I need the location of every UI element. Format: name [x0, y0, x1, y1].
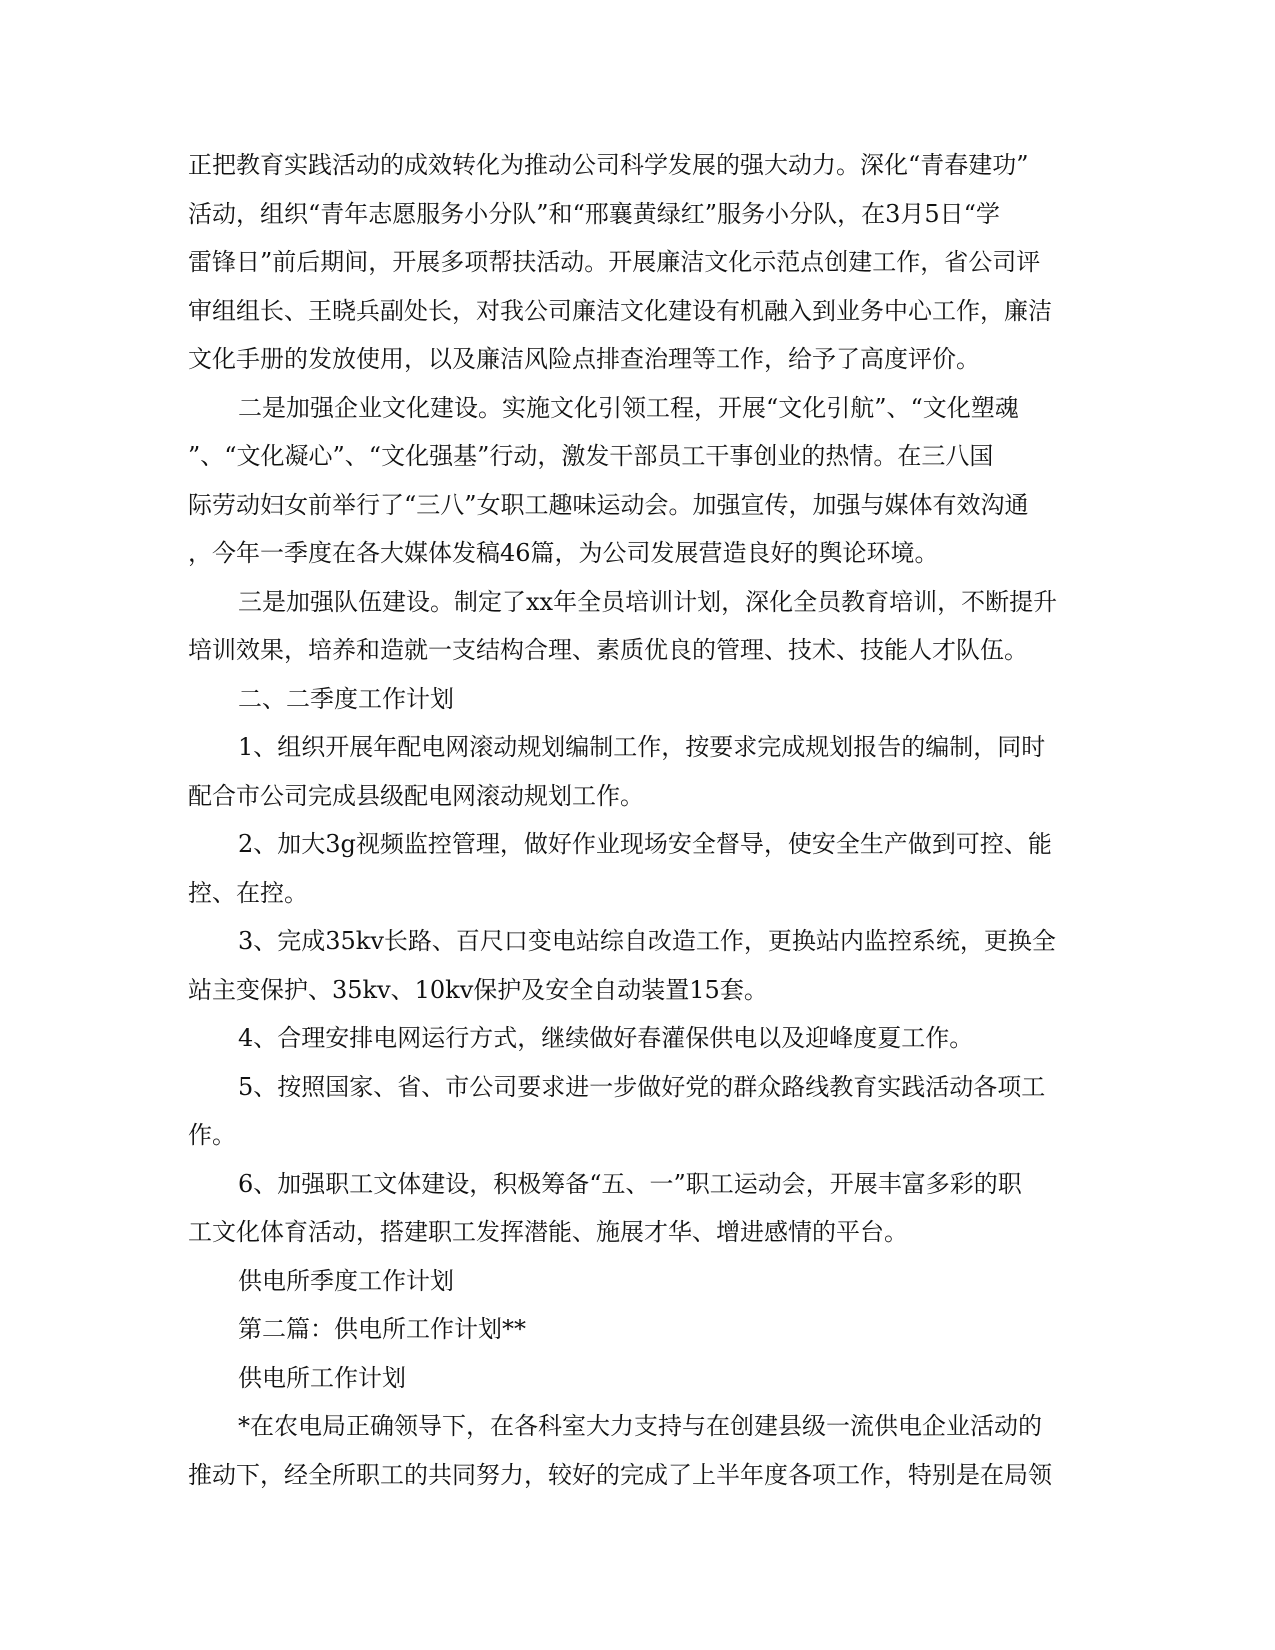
text-line: 活动，组织“青年志愿服务小分队”和“邢襄黄绿红”服务小分队，在3月5日“学 — [188, 199, 1000, 228]
text-line: 4、合理安排电网运行方式，继续做好春灌保供电以及迎峰度夏工作。 — [238, 1024, 974, 1052]
text-line: 3、完成35kv长路、百尺口变电站综自改造工作，更换站内监控系统，更换全 — [238, 927, 1056, 955]
text-line: 际劳动妇女前举行了“三八”女职工趣味运动会。加强宣传，加强与媒体有效沟通 — [188, 490, 1029, 519]
text-line: 6、加强职工文体建设，积极筹备“五、一”职工运动会，开展丰富多彩的职 — [238, 1169, 1022, 1198]
text-line: 工文化体育活动，搭建职工发挥潜能、施展才华、增进感情的平台。 — [188, 1218, 908, 1246]
text-line: 1、组织开展年配电网滚动规划编制工作，按要求完成规划报告的编制，同时 — [238, 733, 1046, 761]
text-line: 第二篇：供电所工作计划** — [238, 1315, 526, 1343]
document-body — [188, 141, 1088, 1499]
text-line: ，今年一季度在各大媒体发稿46篇，为公司发展营造良好的舆论环境。 — [188, 539, 939, 567]
text-line: 供电所工作计划 — [238, 1363, 406, 1392]
text-line: 正把教育实践活动的成效转化为推动公司科学发展的强大动力。深化“青春建功” — [188, 151, 1029, 179]
text-line: 作。 — [188, 1121, 236, 1149]
text-line: 配合市公司完成县级配电网滚动规划工作。 — [188, 781, 644, 810]
text-line: 培训效果，培养和造就一支结构合理、素质优良的管理、技术、技能人才队伍。 — [188, 636, 1028, 664]
text-line: 文化手册的发放使用，以及廉洁风险点排查治理等工作，给予了高度评价。 — [188, 345, 980, 373]
text-line: 控、在控。 — [188, 878, 308, 907]
text-line: 三是加强队伍建设。制定了xx年全员培训计划，深化全员教育培训，不断提升 — [238, 587, 1058, 616]
text-line: ”、“文化凝心”、“文化强基”行动，激发干部员工干事创业的热情。在三八国 — [188, 442, 994, 470]
text-line: 供电所季度工作计划 — [238, 1266, 454, 1295]
text-line: 2、加大3g视频监控管理，做好作业现场安全督导，使安全生产做到可控、能 — [238, 830, 1052, 858]
text-line: 站主变保护、35kv、10kv保护及安全自动装置15套。 — [188, 975, 768, 1004]
text-line: *在农电局正确领导下，在各科室大力支持与在创建县级一流供电企业活动的 — [238, 1412, 1042, 1440]
text-line: 5、按照国家、省、市公司要求进一步做好党的群众路线教育实践活动各项工 — [238, 1072, 1046, 1101]
text-line: 二是加强企业文化建设。实施文化引领工程，开展“文化引航”、“文化塑魂 — [238, 393, 1019, 422]
text-line: 二、二季度工作计划 — [238, 684, 454, 713]
text-line: 审组组长、王晓兵副处长，对我公司廉洁文化建设有机融入到业务中心工作，廉洁 — [188, 296, 1052, 325]
text-line: 推动下，经全所职工的共同努力，较好的完成了上半年度各项工作，特别是在局领 — [188, 1460, 1052, 1489]
text-line: 雷锋日”前后期间，开展多项帮扶活动。开展廉洁文化示范点创建工作，省公司评 — [188, 248, 1041, 276]
